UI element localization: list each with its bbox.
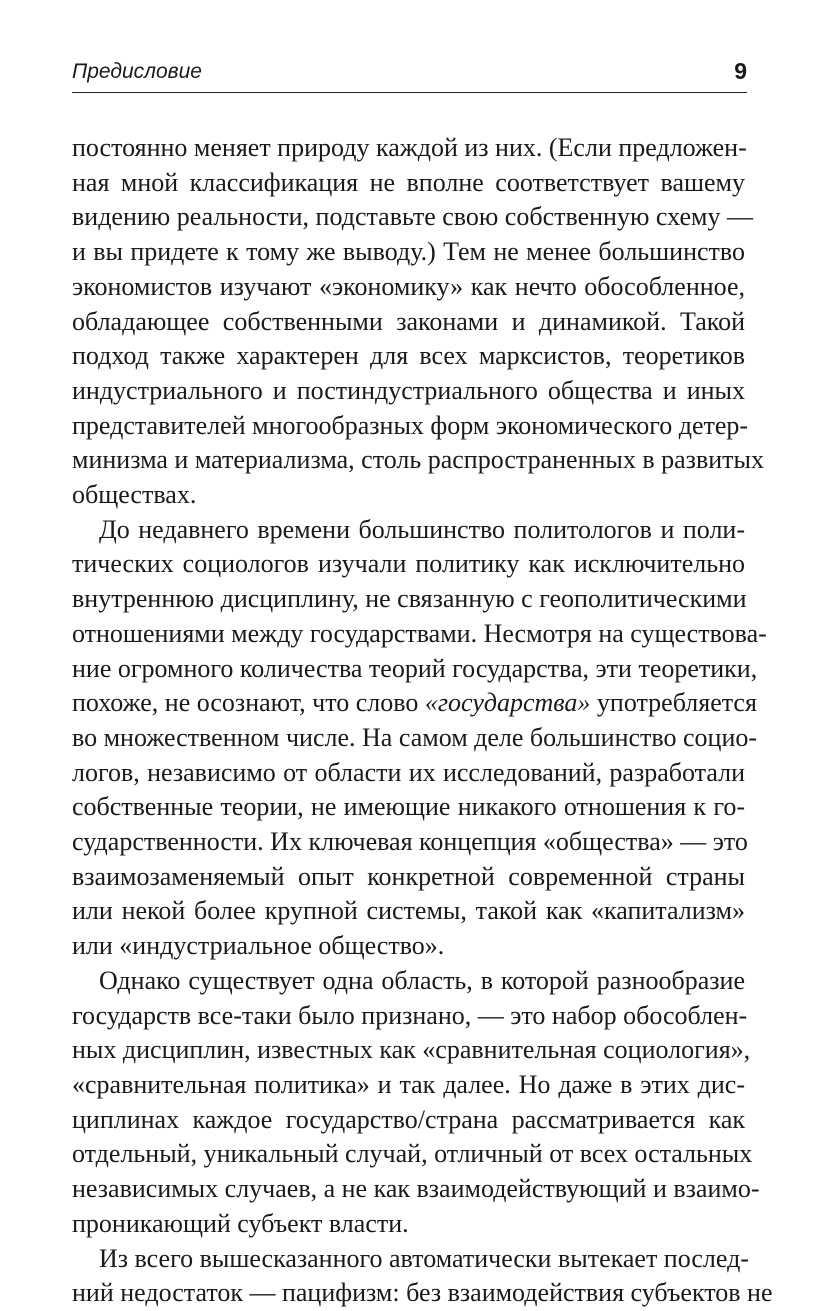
text-line: постоянно меняет природу каждой из них. (Если предложен- [72, 133, 747, 162]
text-line: тических социологов изучали политику как исключительно [72, 549, 745, 579]
paragraph [72, 513, 767, 964]
text-line: похоже, не осознают, что слово «государства» употребляется [72, 688, 757, 718]
running-head [72, 58, 747, 93]
text-line: или некой более крупной системы, такой как «капитализм» [72, 896, 745, 926]
text-line: сударственности. Их ключевая концепция «общества» — это [72, 827, 748, 857]
paragraph [72, 1242, 773, 1311]
text-line: ных дисциплин, известных как «сравнительная социология», [72, 1035, 751, 1065]
text-line: индустриального и постиндустриального общества и иных [72, 375, 745, 405]
text-line: обществах. [72, 480, 197, 510]
text-line: отношениями между государствами. Несмотря на существова- [72, 618, 767, 648]
running-title: Предисловие [72, 60, 202, 83]
text-line: во множественном числе. На самом деле большинство социо- [72, 722, 758, 752]
text-line: ний недостаток — пацифизм: без взаимодействия субъектов не [72, 1278, 773, 1308]
text-line: подход также характерен для всех марксистов, теоретиков [72, 341, 745, 371]
text-line: «сравнительная политика» и так далее. Но даже в этих дис- [72, 1069, 745, 1099]
text-line: независимых случаев, а не как взаимодействующий и взаимо- [72, 1174, 760, 1204]
text-line: экономистов изучают «экономику» как нечто обособленное, [72, 271, 745, 301]
text-line: циплинах каждое государство/страна рассматривается как [72, 1104, 745, 1134]
page-number: 9 [734, 58, 747, 84]
text-line: внутреннюю дисциплину, не связанную с геополитическими [72, 584, 747, 614]
text-line: взаимозаменяемый опыт конкретной современной страны [72, 861, 745, 891]
text-line: государств все-таки было признано, — это набор обособлен- [72, 1000, 748, 1030]
text-line: Из всего вышесказанного автоматически вытекает послед- [99, 1243, 749, 1273]
text-line: минизма и материализма, столь распространенных в развитых [72, 445, 764, 475]
text-line: представителей многообразных форм экономического детер- [72, 410, 749, 440]
body-text [72, 131, 773, 1311]
text-line: видению реальности, подставьте свою собственную схему — [72, 202, 753, 232]
text-line: или «индустриальное общество». [72, 931, 445, 961]
text-line: логов, независимо от области их исследований, разработали [72, 757, 745, 787]
text-line: проникающий субъект власти. [72, 1208, 409, 1238]
text-line: отдельный, уникальный случай, отличный от всех остальных [72, 1139, 753, 1169]
text-line: Однако существует одна область, в которой разнообразие [99, 965, 745, 995]
text-line: обладающее собственными законами и динамикой. Такой [72, 306, 745, 336]
text-line: До недавнего времени большинство политологов и поли- [99, 514, 745, 544]
paragraph [72, 964, 760, 1242]
text-line: и вы придете к тому же выводу.) Тем не менее большинство [72, 237, 745, 267]
text-line: ная мной классификация не вполне соответствует вашему [72, 167, 745, 197]
text-line: ние огромного количества теорий государства, эти теоретики, [72, 653, 758, 683]
text-line: собственные теории, не имеющие никакого отношения к го- [72, 792, 745, 822]
paragraph [72, 131, 764, 513]
